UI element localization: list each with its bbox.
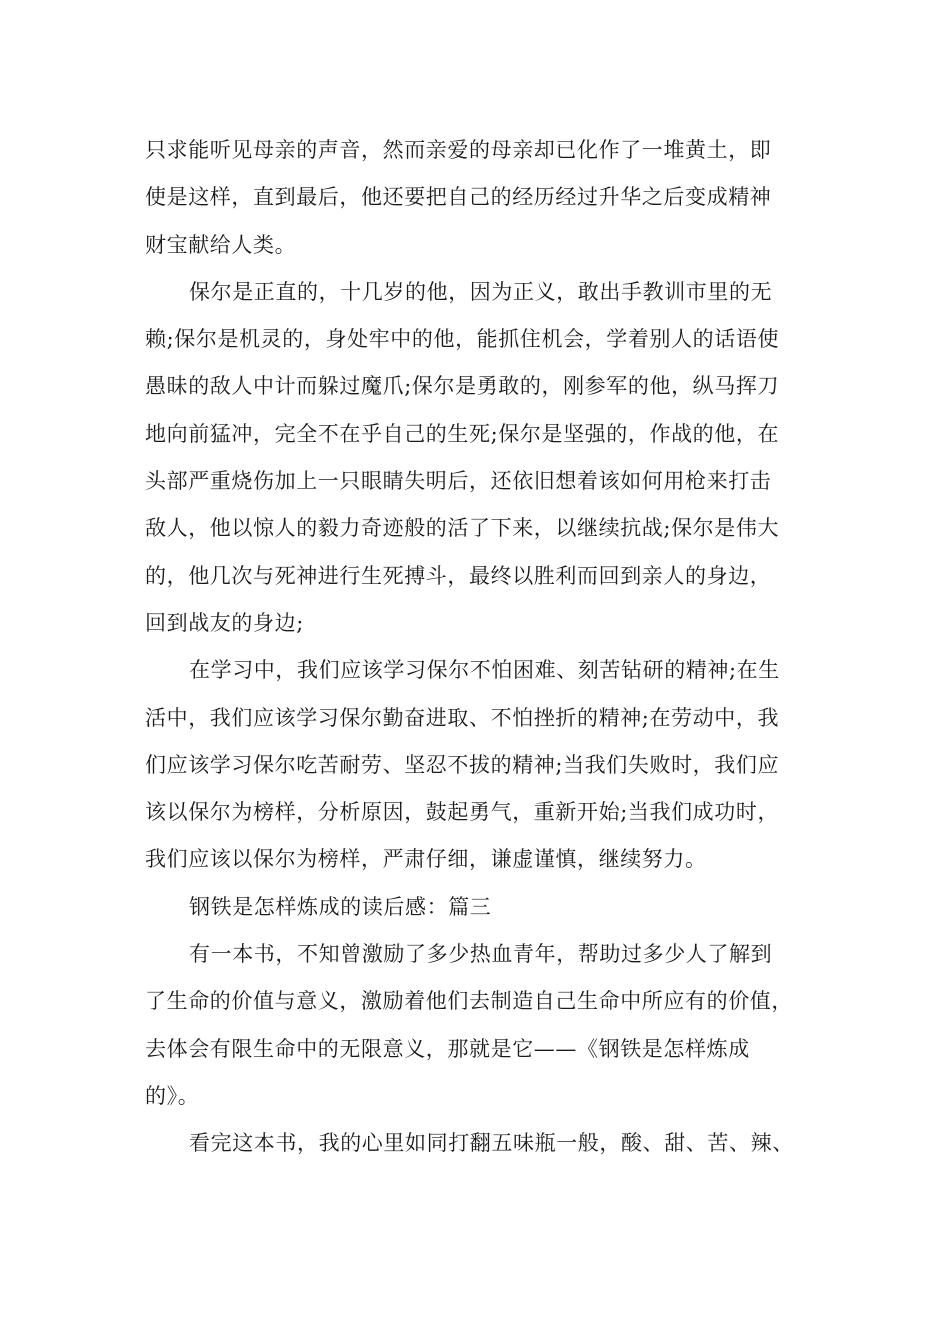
text-line: 们应该学习保尔吃苦耐劳、坚忍不拔的精神;当我们失败时，我们应 [145,752,780,777]
text-line: 愚昧的敌人中计而躲过魔爪;保尔是勇敢的，刚参军的他，纵马挥刀 [145,374,780,399]
text-line: 财宝献给人类。 [145,232,297,257]
text-line: 地向前猛冲，完全不在乎自己的生死;保尔是坚强的，作战的他，在 [145,421,780,446]
text-line: 赖;保尔是机灵的，身处牢中的他，能抓住机会，学着别人的话语使 [145,327,780,352]
text-line: 敌人，他以惊人的毅力奇迹般的活了下来，以继续抗战;保尔是伟大 [145,516,780,541]
paragraph-first-line: 在学习中，我们应该学习保尔不怕困难、刻苦钻研的精神;在生 [189,658,780,683]
text-line: 回到战友的身边; [145,610,304,635]
text-line: 该以保尔为榜样，分析原因，鼓起勇气，重新开始;当我们成功时， [145,800,780,825]
text-line: 我们应该以保尔为榜样，严肃仔细，谦虚谨慎，继续努力。 [145,847,707,872]
paragraph-first-line: 保尔是正直的，十几岁的他，因为正义，敢出手教训市里的无 [189,279,773,304]
text-line: 去体会有限生命中的无限意义，那就是它——《钢铁是怎样炼成 [145,1036,750,1061]
text-line: 的，他几次与死神进行生死搏斗，最终以胜利而回到亲人的身边， [145,563,772,588]
text-line: 的》。 [145,1083,200,1108]
section-heading: 钢铁是怎样炼成的读后感：篇三 [189,894,492,919]
text-line: 活中，我们应该学习保尔勤奋进取、不怕挫折的精神;在劳动中，我 [145,705,780,730]
text-line: 使是这样，直到最后，他还要把自己的经历经过升华之后变成精神 [145,185,772,210]
document-body [145,127,845,1168]
text-line: 了生命的价值与意义，激励着他们去制造自己生命中所应有的价值， [145,989,793,1014]
paragraph-first-line: 有一本书，不知曾激励了多少热血青年，帮助过多少人了解到 [189,942,773,967]
text-line: 头部严重烧伤加上一只眼睛失明后，还依旧想着该如何用枪来打击 [145,469,772,494]
paragraph-first-line: 看完这本书，我的心里如同打翻五味瓶一般，酸、甜、苦、辣、 [189,1131,794,1156]
text-line: 只求能听见母亲的声音，然而亲爱的母亲却已化作了一堆黄土，即 [145,138,772,162]
